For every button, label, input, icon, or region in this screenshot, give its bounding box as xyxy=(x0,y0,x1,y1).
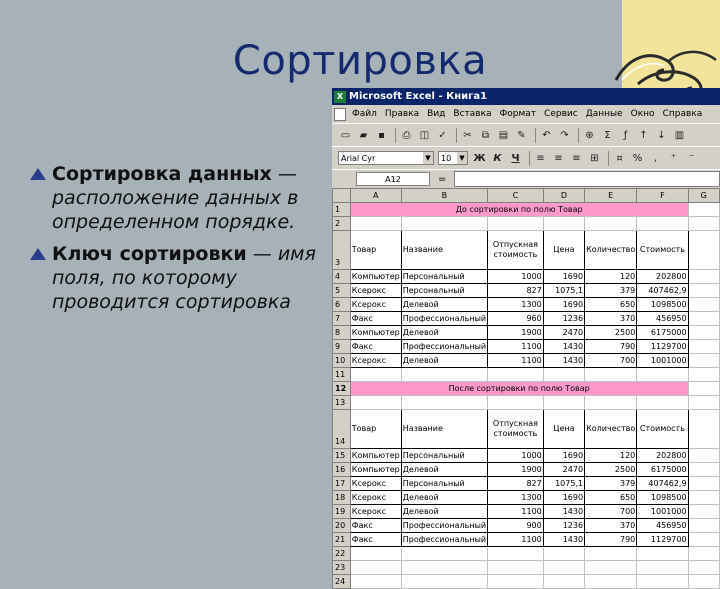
field-header[interactable]: Отпускная стоимость xyxy=(488,231,544,270)
table-cell[interactable]: 2470 xyxy=(543,463,584,477)
row-header[interactable]: 2 xyxy=(333,217,351,231)
chevron-down-icon[interactable]: ▼ xyxy=(457,152,467,164)
table-cell[interactable]: 1100 xyxy=(488,505,544,519)
cell[interactable] xyxy=(637,547,688,561)
field-header[interactable]: Цена xyxy=(543,231,584,270)
cell[interactable] xyxy=(585,217,637,231)
table-cell[interactable]: Ксерокс xyxy=(350,354,401,368)
table-cell[interactable]: 1000 xyxy=(488,270,544,284)
field-header[interactable]: Количество xyxy=(585,231,637,270)
table-cell[interactable]: 790 xyxy=(585,533,637,547)
table-cell[interactable]: 370 xyxy=(585,519,637,533)
cell[interactable] xyxy=(543,547,584,561)
row-header[interactable]: 22 xyxy=(333,547,351,561)
sort-descending-icon[interactable]: ↓ xyxy=(657,129,666,141)
table-row xyxy=(333,505,720,519)
bullet-term: Сортировка данных xyxy=(52,163,272,185)
cell[interactable] xyxy=(688,354,719,368)
row-header[interactable]: 1 xyxy=(333,203,351,217)
table-row xyxy=(333,410,720,449)
row-header[interactable]: 18 xyxy=(333,491,351,505)
table-cell[interactable]: 1236 xyxy=(543,519,584,533)
table-row xyxy=(333,284,720,298)
decrease-decimal-icon[interactable]: ⁻ xyxy=(688,152,695,164)
table-cell[interactable]: 1430 xyxy=(543,505,584,519)
cell[interactable] xyxy=(488,575,544,589)
table-row xyxy=(333,326,720,340)
align-left-icon[interactable]: ≡ xyxy=(536,152,545,164)
table-cell[interactable]: Делевой xyxy=(401,491,487,505)
cell[interactable] xyxy=(401,547,487,561)
row-header[interactable]: 11 xyxy=(333,368,351,382)
row-header[interactable]: 10 xyxy=(333,354,351,368)
sort-ascending-icon[interactable]: ↑ xyxy=(639,129,648,141)
table-cell[interactable]: 370 xyxy=(585,312,637,326)
table-row xyxy=(333,382,720,396)
triangle-bullet-icon xyxy=(30,168,46,180)
table-cell[interactable]: 960 xyxy=(488,312,544,326)
cell[interactable] xyxy=(543,561,584,575)
cell[interactable] xyxy=(488,561,544,575)
cell[interactable] xyxy=(688,547,719,561)
comma-style-icon[interactable]: , xyxy=(653,152,658,164)
column-header[interactable]: F xyxy=(637,189,688,203)
row-header[interactable]: 3 xyxy=(333,231,351,270)
row-header[interactable]: 20 xyxy=(333,519,351,533)
cell[interactable] xyxy=(688,477,719,491)
align-center-icon[interactable]: ≡ xyxy=(554,152,563,164)
table-row xyxy=(333,449,720,463)
table-cell[interactable]: Факс xyxy=(350,340,401,354)
cell[interactable] xyxy=(637,217,688,231)
cell[interactable] xyxy=(688,270,719,284)
cell[interactable] xyxy=(543,217,584,231)
window-title: Microsoft Excel - Книга1 xyxy=(349,91,488,102)
column-header[interactable]: E xyxy=(585,189,637,203)
table-cell[interactable]: Персональный xyxy=(401,270,487,284)
table-row xyxy=(333,561,720,575)
table-cell[interactable]: 1001000 xyxy=(637,354,688,368)
table-cell[interactable]: Ксерокс xyxy=(350,298,401,312)
bullet-item xyxy=(30,242,320,314)
table-cell[interactable]: Профессиональный xyxy=(401,312,487,326)
table-row xyxy=(333,575,720,589)
table-cell[interactable]: 1129700 xyxy=(637,533,688,547)
slide-title: Сортировка xyxy=(232,38,488,84)
cell[interactable] xyxy=(350,561,401,575)
row-header[interactable]: 16 xyxy=(333,463,351,477)
field-header[interactable]: Цена xyxy=(543,410,584,449)
table-cell[interactable]: 1690 xyxy=(543,449,584,463)
table-cell[interactable]: 1129700 xyxy=(637,340,688,354)
cell[interactable] xyxy=(585,561,637,575)
preview-icon[interactable]: ◫ xyxy=(419,129,430,141)
rows-after-sort xyxy=(333,449,720,547)
field-header[interactable]: Товар xyxy=(350,231,401,270)
table-cell[interactable]: Факс xyxy=(350,312,401,326)
cell[interactable] xyxy=(688,284,719,298)
row-header[interactable]: 6 xyxy=(333,298,351,312)
menu-edit[interactable]: Правка xyxy=(384,109,420,119)
cell[interactable] xyxy=(350,217,401,231)
column-header[interactable]: A xyxy=(350,189,401,203)
table-cell[interactable]: 650 xyxy=(585,491,637,505)
toolbar-separator xyxy=(578,128,579,143)
field-header[interactable]: Название xyxy=(401,410,487,449)
autosum-icon[interactable]: Σ xyxy=(604,129,611,141)
menu-format[interactable]: Формат xyxy=(499,109,537,119)
cell[interactable] xyxy=(585,368,637,382)
formula-input[interactable] xyxy=(454,171,720,187)
column-header[interactable]: G xyxy=(688,189,719,203)
bullet-item xyxy=(30,162,320,234)
cell[interactable] xyxy=(688,340,719,354)
cell[interactable] xyxy=(350,547,401,561)
table-cell[interactable]: Персональный xyxy=(401,449,487,463)
cell[interactable] xyxy=(401,575,487,589)
table-cell[interactable]: 1100 xyxy=(488,340,544,354)
hyperlink-icon[interactable]: ⊕ xyxy=(585,129,594,141)
cell[interactable] xyxy=(688,326,719,340)
menu-help[interactable]: Справка xyxy=(662,109,703,119)
row-header[interactable]: 5 xyxy=(333,284,351,298)
cell[interactable] xyxy=(688,368,719,382)
table-row xyxy=(333,312,720,326)
table-cell[interactable]: 456950 xyxy=(637,519,688,533)
cell[interactable] xyxy=(585,547,637,561)
cell[interactable] xyxy=(688,410,719,449)
table-cell[interactable]: 2500 xyxy=(585,326,637,340)
cell[interactable] xyxy=(688,533,719,547)
table-cell[interactable]: 407462,9 xyxy=(637,284,688,298)
table-cell[interactable]: 1100 xyxy=(488,533,544,547)
table-cell[interactable]: Ксерокс xyxy=(350,284,401,298)
table-cell[interactable]: 1098500 xyxy=(637,298,688,312)
bold-button[interactable]: Ж xyxy=(473,152,486,164)
cell[interactable] xyxy=(637,368,688,382)
table-cell[interactable]: 379 xyxy=(585,477,637,491)
table-cell[interactable]: 1430 xyxy=(543,340,584,354)
cell[interactable] xyxy=(688,298,719,312)
row-header[interactable]: 7 xyxy=(333,312,351,326)
paste-icon[interactable]: ▤ xyxy=(498,129,509,141)
cell[interactable] xyxy=(688,491,719,505)
formatting-toolbar xyxy=(332,146,720,169)
table-row xyxy=(333,477,720,491)
cell[interactable] xyxy=(401,561,487,575)
table-cell[interactable]: 2470 xyxy=(543,326,584,340)
row-header[interactable]: 24 xyxy=(333,575,351,589)
table-cell[interactable]: 700 xyxy=(585,505,637,519)
row-header[interactable]: 15 xyxy=(333,449,351,463)
row-header[interactable]: 21 xyxy=(333,533,351,547)
cell[interactable] xyxy=(637,575,688,589)
table-cell[interactable]: Компьютер xyxy=(350,449,401,463)
increase-decimal-icon[interactable]: ⁺ xyxy=(670,152,677,164)
save-icon[interactable]: ▪ xyxy=(378,129,385,141)
toolbar-separator xyxy=(608,151,609,166)
cell[interactable] xyxy=(688,519,719,533)
name-box-value: A12 xyxy=(385,175,401,184)
table-cell[interactable]: 120 xyxy=(585,270,637,284)
field-header[interactable]: Стоимость xyxy=(637,410,688,449)
table-cell[interactable]: 1100 xyxy=(488,354,544,368)
select-all-corner[interactable] xyxy=(333,189,351,203)
table-cell[interactable]: Делевой xyxy=(401,298,487,312)
table-cell[interactable]: 1075,1 xyxy=(543,477,584,491)
table-cell[interactable]: 827 xyxy=(488,284,544,298)
underline-button[interactable]: Ч xyxy=(511,152,520,164)
table-cell[interactable]: 900 xyxy=(488,519,544,533)
open-icon[interactable]: ▰ xyxy=(359,129,368,141)
menu-data[interactable]: Данные xyxy=(585,109,623,119)
table-cell[interactable]: 650 xyxy=(585,298,637,312)
percent-button[interactable]: % xyxy=(632,152,643,164)
cell[interactable] xyxy=(401,396,487,410)
table-row xyxy=(333,533,720,547)
spelling-icon[interactable]: ✓ xyxy=(438,129,447,141)
table-cell[interactable]: 1236 xyxy=(543,312,584,326)
align-right-icon[interactable]: ≡ xyxy=(572,152,581,164)
table-cell[interactable]: Делевой xyxy=(401,326,487,340)
cell[interactable] xyxy=(637,396,688,410)
table-cell[interactable]: 1300 xyxy=(488,491,544,505)
table-cell[interactable]: 120 xyxy=(585,449,637,463)
cell[interactable] xyxy=(688,396,719,410)
formula-equals[interactable]: = xyxy=(438,173,447,185)
cell[interactable] xyxy=(350,368,401,382)
cell[interactable] xyxy=(688,561,719,575)
row-header[interactable]: 14 xyxy=(333,410,351,449)
cell[interactable] xyxy=(543,575,584,589)
currency-icon[interactable]: ¤ xyxy=(616,152,623,164)
table-cell[interactable]: Профессиональный xyxy=(401,533,487,547)
cell[interactable] xyxy=(401,368,487,382)
excel-window xyxy=(332,88,720,586)
cell[interactable] xyxy=(350,575,401,589)
cell[interactable] xyxy=(688,382,719,396)
menu-file[interactable]: Файл xyxy=(352,109,377,119)
table-cell[interactable]: 1690 xyxy=(543,270,584,284)
menu-insert[interactable]: Вставка xyxy=(453,109,492,119)
table-cell[interactable]: 1690 xyxy=(543,298,584,312)
toolbar-separator xyxy=(535,128,536,143)
column-header-row xyxy=(333,189,720,203)
table-row xyxy=(333,203,720,217)
document-icon[interactable] xyxy=(334,108,346,121)
table-cell[interactable]: 1690 xyxy=(543,491,584,505)
table-row xyxy=(333,368,720,382)
table-cell[interactable]: Делевой xyxy=(401,354,487,368)
menu-window[interactable]: Окно xyxy=(630,109,655,119)
table-cell[interactable]: 700 xyxy=(585,354,637,368)
row-header[interactable]: 19 xyxy=(333,505,351,519)
field-header[interactable]: Количество xyxy=(585,410,637,449)
row-header[interactable]: 13 xyxy=(333,396,351,410)
new-icon[interactable]: ▭ xyxy=(340,129,351,141)
table-cell[interactable]: Ксерокс xyxy=(350,491,401,505)
chevron-down-icon[interactable]: ▼ xyxy=(423,152,433,164)
table-cell[interactable]: Факс xyxy=(350,533,401,547)
font-size-select[interactable] xyxy=(438,151,468,165)
table-cell[interactable]: 202800 xyxy=(637,270,688,284)
bullet-term: Ключ сортировки xyxy=(52,243,247,265)
font-name-select[interactable] xyxy=(338,151,434,165)
format-painter-icon[interactable]: ✎ xyxy=(517,129,526,141)
name-box[interactable] xyxy=(356,172,430,186)
menu-bar xyxy=(332,105,720,123)
cell[interactable] xyxy=(688,505,719,519)
section-header-before[interactable]: До сортировки по полю Товар xyxy=(350,203,688,217)
cell[interactable] xyxy=(688,449,719,463)
bullet-definition: имя поля, по которому проводится сортировка xyxy=(52,243,316,313)
italic-button[interactable]: К xyxy=(493,152,502,164)
cell[interactable] xyxy=(688,463,719,477)
table-cell[interactable]: 827 xyxy=(488,477,544,491)
bullet-dash: — xyxy=(246,243,278,265)
table-row xyxy=(333,354,720,368)
table-cell[interactable]: 6175000 xyxy=(637,463,688,477)
table-cell[interactable]: 379 xyxy=(585,284,637,298)
table-cell[interactable]: 407462,9 xyxy=(637,477,688,491)
table-cell[interactable]: 1001000 xyxy=(637,505,688,519)
toolbar-separator xyxy=(395,128,396,143)
field-header[interactable]: Стоимость xyxy=(637,231,688,270)
standard-toolbar xyxy=(332,123,720,146)
cell[interactable] xyxy=(688,312,719,326)
cell[interactable] xyxy=(688,217,719,231)
cell[interactable] xyxy=(488,396,544,410)
table-cell[interactable]: 1075,1 xyxy=(543,284,584,298)
excel-titlebar xyxy=(332,88,720,105)
bullet-list xyxy=(30,162,320,322)
column-header[interactable]: D xyxy=(543,189,584,203)
table-row xyxy=(333,519,720,533)
table-cell[interactable]: Факс xyxy=(350,519,401,533)
table-row xyxy=(333,231,720,270)
table-cell[interactable]: Профессиональный xyxy=(401,519,487,533)
worksheet-grid xyxy=(332,188,720,589)
merge-center-icon[interactable]: ⊞ xyxy=(590,152,599,164)
cell[interactable] xyxy=(488,217,544,231)
table-cell[interactable]: 456950 xyxy=(637,312,688,326)
section-header-after[interactable]: После сортировки по полю Товар xyxy=(350,382,688,396)
table-cell[interactable]: Делевой xyxy=(401,463,487,477)
table-cell[interactable]: 790 xyxy=(585,340,637,354)
field-header[interactable]: Отпускная стоимость xyxy=(488,410,544,449)
cell[interactable] xyxy=(350,396,401,410)
table-row xyxy=(333,270,720,284)
table-row xyxy=(333,298,720,312)
field-header[interactable]: Товар xyxy=(350,410,401,449)
table-row xyxy=(333,491,720,505)
cell[interactable] xyxy=(585,575,637,589)
print-icon[interactable]: ⎙ xyxy=(402,129,411,141)
table-cell[interactable]: 1098500 xyxy=(637,491,688,505)
row-header[interactable]: 4 xyxy=(333,270,351,284)
bullet-dash: — xyxy=(271,163,297,185)
table-cell[interactable]: 1900 xyxy=(488,463,544,477)
table-cell[interactable]: Компьютер xyxy=(350,270,401,284)
redo-icon[interactable]: ↷ xyxy=(560,129,569,141)
row-header[interactable]: 23 xyxy=(333,561,351,575)
table-cell[interactable]: Профессиональный xyxy=(401,340,487,354)
table-cell[interactable]: Ксерокс xyxy=(350,505,401,519)
cell[interactable] xyxy=(585,396,637,410)
cell[interactable] xyxy=(637,561,688,575)
triangle-bullet-icon xyxy=(30,248,46,260)
row-header[interactable]: 9 xyxy=(333,340,351,354)
cell[interactable] xyxy=(488,368,544,382)
rows-before-sort xyxy=(333,270,720,368)
cell[interactable] xyxy=(688,231,719,270)
table-cell[interactable]: Ксерокс xyxy=(350,477,401,491)
cell[interactable] xyxy=(488,547,544,561)
formula-bar xyxy=(332,169,720,188)
table-cell[interactable]: Компьютер xyxy=(350,463,401,477)
table-cell[interactable]: Компьютер xyxy=(350,326,401,340)
row-header[interactable]: 17 xyxy=(333,477,351,491)
excel-icon: X xyxy=(334,91,346,103)
toolbar-separator xyxy=(529,151,530,166)
column-header[interactable]: B xyxy=(401,189,487,203)
font-name-value: Arial Cyr xyxy=(341,154,376,163)
table-cell[interactable]: 1900 xyxy=(488,326,544,340)
cell[interactable] xyxy=(401,217,487,231)
copy-icon[interactable]: ⧉ xyxy=(481,129,490,141)
cut-icon[interactable]: ✂ xyxy=(463,129,472,141)
table-row xyxy=(333,217,720,231)
menu-tools[interactable]: Сервис xyxy=(544,109,578,119)
table-cell[interactable]: 2500 xyxy=(585,463,637,477)
table-row xyxy=(333,547,720,561)
table-cell[interactable]: Персональный xyxy=(401,284,487,298)
table-row xyxy=(333,396,720,410)
table-row xyxy=(333,340,720,354)
table-row xyxy=(333,463,720,477)
row-header[interactable]: 12 xyxy=(333,382,351,396)
cell[interactable] xyxy=(543,368,584,382)
function-icon[interactable]: ƒ xyxy=(623,129,628,141)
column-header[interactable]: C xyxy=(488,189,544,203)
table-cell[interactable]: 6175000 xyxy=(637,326,688,340)
toolbar-separator xyxy=(456,128,457,143)
table-cell[interactable]: Персональный xyxy=(401,477,487,491)
row-header[interactable]: 8 xyxy=(333,326,351,340)
table-cell[interactable]: 1430 xyxy=(543,533,584,547)
table-cell[interactable]: 1300 xyxy=(488,298,544,312)
table-cell[interactable]: 1430 xyxy=(543,354,584,368)
menu-view[interactable]: Вид xyxy=(427,109,446,119)
undo-icon[interactable]: ↶ xyxy=(542,129,551,141)
cell[interactable] xyxy=(543,396,584,410)
bullet-definition: расположение данных в определенном порядке. xyxy=(52,187,299,233)
cell[interactable] xyxy=(688,203,719,217)
table-cell[interactable]: 1000 xyxy=(488,449,544,463)
field-header[interactable]: Название xyxy=(401,231,487,270)
chart-icon[interactable]: ▥ xyxy=(674,129,685,141)
cell[interactable] xyxy=(688,575,719,589)
font-size-value: 10 xyxy=(441,154,452,163)
table-cell[interactable]: 202800 xyxy=(637,449,688,463)
table-cell[interactable]: Делевой xyxy=(401,505,487,519)
